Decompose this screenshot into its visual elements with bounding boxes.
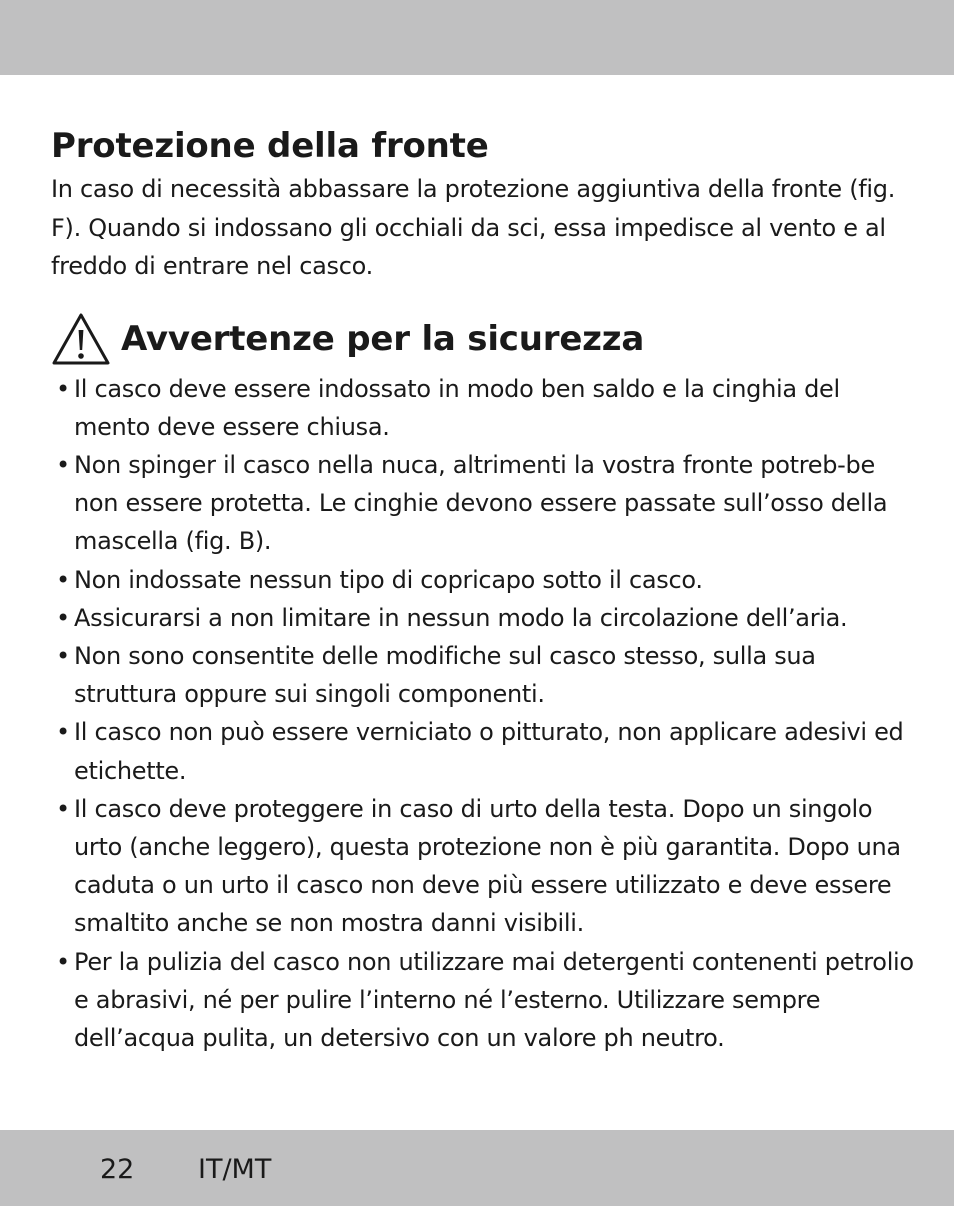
bullet-icon: • bbox=[56, 641, 70, 670]
list-item-text: Il casco deve proteggere in caso di urto della testa. Dopo un singolo urto (anche leggero), questa protezione non è più garantita. Dopo una caduta o un urto il casco non deve più essere utilizzato e deve essere smaltito anche se non mostra danni visibili. bbox=[74, 794, 901, 938]
section-title-safety-warnings: Avvertenze per la sicurezza bbox=[121, 318, 645, 359]
page-number: 22 bbox=[100, 1154, 135, 1185]
list-item bbox=[51, 446, 919, 561]
list-item bbox=[51, 637, 919, 713]
bullet-icon: • bbox=[56, 565, 70, 594]
safety-warnings-list bbox=[51, 370, 914, 1058]
list-item bbox=[51, 370, 919, 446]
bullet-icon: • bbox=[56, 718, 70, 747]
safety-warnings-heading bbox=[51, 308, 911, 370]
list-item bbox=[51, 790, 919, 943]
page-content bbox=[51, 122, 914, 1057]
bullet-icon: • bbox=[56, 794, 70, 823]
list-item-text: Non sono consentite delle modifiche sul casco stesso, sulla sua struttura oppure sui singoli componenti. bbox=[74, 641, 816, 709]
list-item-text: Assicurarsi a non limitare in nessun modo la circolazione dell’aria. bbox=[74, 603, 848, 632]
section-title-forehead-protection: Protezione della fronte bbox=[51, 126, 489, 166]
list-item-text: Per la pulizia del casco non utilizzare mai detergenti contenenti petrolio e abrasivi, né per pulire l’interno né l’esterno. Utilizzare sempre dell’acqua pulita, un detersivo con un valore ph neutro. bbox=[74, 947, 914, 1052]
footer-band bbox=[0, 1130, 954, 1206]
bullet-icon: • bbox=[56, 603, 70, 632]
top-band bbox=[0, 0, 954, 75]
bullet-icon: • bbox=[56, 374, 70, 403]
list-item bbox=[51, 713, 919, 789]
language-code: IT/MT bbox=[198, 1154, 272, 1185]
list-item bbox=[51, 561, 919, 599]
list-item-text: Il casco deve essere indossato in modo ben saldo e la cinghia del mento deve essere chiusa. bbox=[74, 374, 840, 441]
forehead-protection-text: In caso di necessità abbassare la protezione aggiuntiva della fronte (fig. F). Quando si indossano gli occhiali da sci, essa impedisce al vento e al freddo di entrare nel casco. bbox=[51, 175, 896, 280]
warning-triangle-icon bbox=[51, 312, 111, 366]
list-item-text: Non indossate nessun tipo di copricapo sotto il casco. bbox=[74, 565, 703, 594]
bullet-icon: • bbox=[56, 450, 70, 479]
list-item bbox=[51, 943, 919, 1058]
list-item-text: Il casco non può essere verniciato o pitturato, non applicare adesivi ed etichette. bbox=[74, 718, 904, 785]
list-item-text: Non spinger il casco nella nuca, altrimenti la vostra fronte potreb-be non essere protetta. Le cinghie devono essere passate sull’osso della mascella (fig. B). bbox=[74, 450, 888, 556]
bullet-icon: • bbox=[56, 947, 70, 976]
list-item bbox=[51, 599, 919, 637]
